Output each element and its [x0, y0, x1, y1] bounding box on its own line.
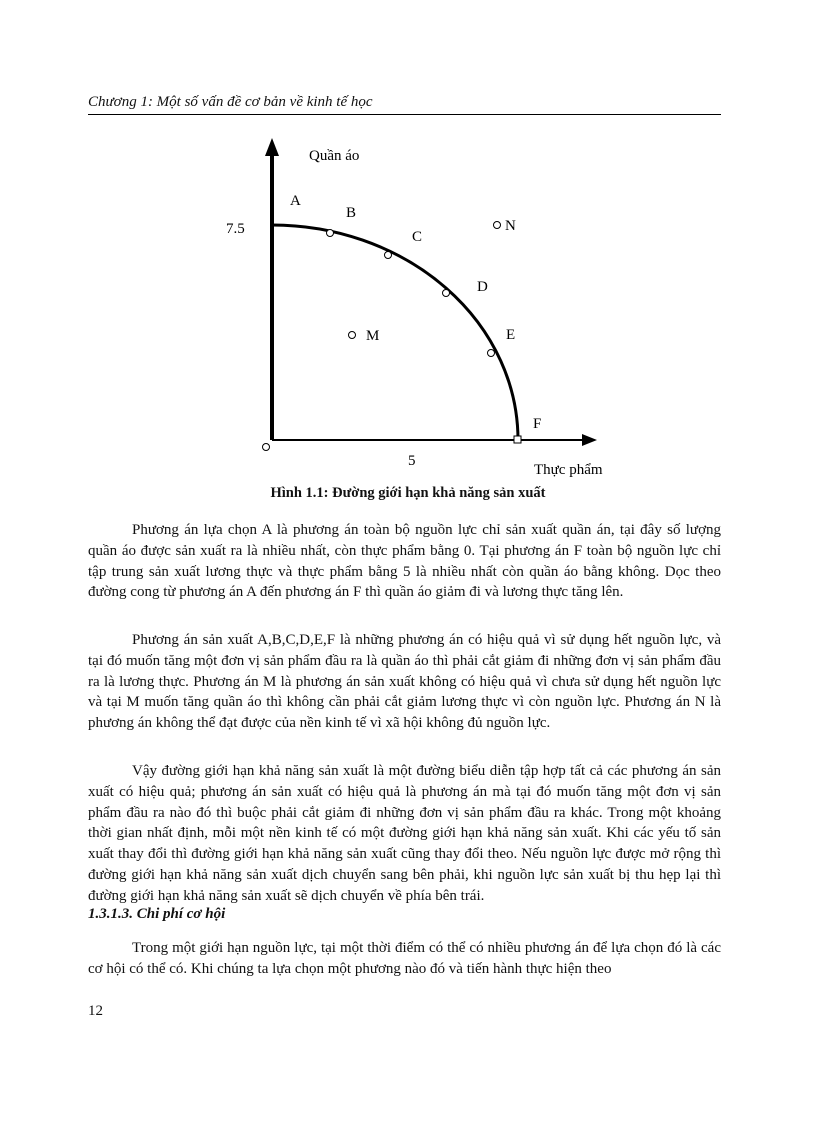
point-b-marker [327, 230, 334, 237]
point-d-label: D [477, 279, 488, 295]
paragraph-4: Trong một giới hạn nguồn lực, tại một thời điểm có thể có nhiều phương án để lựa chọn đó là các cơ hội có thể có. Khi chúng ta lựa chọn một phương nào đó và tiến hành thực hiện theo [88, 940, 721, 977]
x-axis-label: Thực phẩm [534, 462, 603, 478]
section-heading: 1.3.1.3. Chi phí cơ hội [88, 906, 226, 922]
page-number: 12 [88, 1003, 103, 1019]
x-axis-arrow [582, 434, 597, 446]
point-f-label: F [533, 416, 542, 432]
ppf-curve [272, 225, 518, 440]
point-f-marker [514, 436, 521, 443]
figure-caption: Hình 1.1: Đường giới hạn khả năng sản xuất [270, 485, 546, 501]
paragraph-1: Phương án lựa chọn A là phương án toàn bộ nguồn lực chỉ sản xuất quần án, tại đây số lượng quần áo được sản xuất ra là nhiều nhất, còn thực phẩm bằng 0. Tại phương án F toàn bộ nguồn lực chỉ tập trung sản xuất lương thực và thực phẩm bằng 5 là nhiều nhất còn quần áo bằng không. Dọc theo đường cong từ phương án A đến phương án F thì quần áo giảm đi và lương thực tăng lên. [88, 522, 721, 601]
point-a-label: A [290, 193, 301, 209]
running-header: Chương 1: Một số vấn đề cơ bản về kinh tế học [88, 94, 373, 110]
origin-marker [263, 444, 270, 451]
point-d-marker [443, 290, 450, 297]
point-n-label: N [505, 218, 516, 234]
y-tick-label: 7.5 [226, 221, 245, 237]
point-c-label: C [412, 229, 423, 245]
x-tick-label: 5 [408, 453, 416, 469]
y-axis-label: Quần áo [309, 148, 360, 164]
point-c-marker [385, 252, 392, 259]
point-n-marker [494, 222, 501, 229]
point-m-label: M [366, 328, 380, 344]
paragraph-2: Phương án sản xuất A,B,C,D,E,F là những phương án có hiệu quả vì sử dụng hết nguồn lực, và tại đó muốn tăng một đơn vị sản phẩm đầu ra là quần áo thì phải cắt giảm đi những đơn vị sản phẩm đầu ra là lương thực. Phương án M là phương án sản xuất không có hiệu quả vì chưa sử dụng hết nguồn lực và tại M muốn tăng quần áo thì không cần phải cắt giảm lương thực vì còn nguồn lực. Phương án N là phương án không thể đạt được của nền kinh tế vì xã hội không đủ nguồn lực. [88, 632, 721, 732]
point-e-label: E [506, 327, 516, 343]
point-e-marker [488, 350, 495, 357]
ppf-figure [0, 0, 816, 500]
point-b-label: B [346, 205, 357, 221]
paragraph-3: Vậy đường giới hạn khả năng sản xuất là một đường biểu diễn tập hợp tất cả các phương án sản xuất có hiệu quả; phương án sản xuất có hiệu quả là phương án mà tại đó muốn tăng một đơn vị sản phẩm đầu ra nào đó thì buộc phải cắt giảm đi những đơn vị sản phẩm đầu ra khác. Trong một khoảng thời gian nhất định, mỗi một nền kinh tế có một đường giới hạn khả năng sản xuất. Khi các yếu tố sản xuất thay đổi thì đường giới hạn khả năng sản xuất cũng thay đổi theo. Nếu nguồn lực được mở rộng thì đường giới hạn khả năng sản xuất dịch chuyển sang bên phải, khi nguồn lực sản xuất bị thu hẹp lại thì đường giới hạn khả năng sản xuất sẽ dịch chuyển về phía bên trái. [88, 763, 721, 904]
point-m-marker [349, 332, 356, 339]
y-axis-arrow [265, 138, 279, 156]
